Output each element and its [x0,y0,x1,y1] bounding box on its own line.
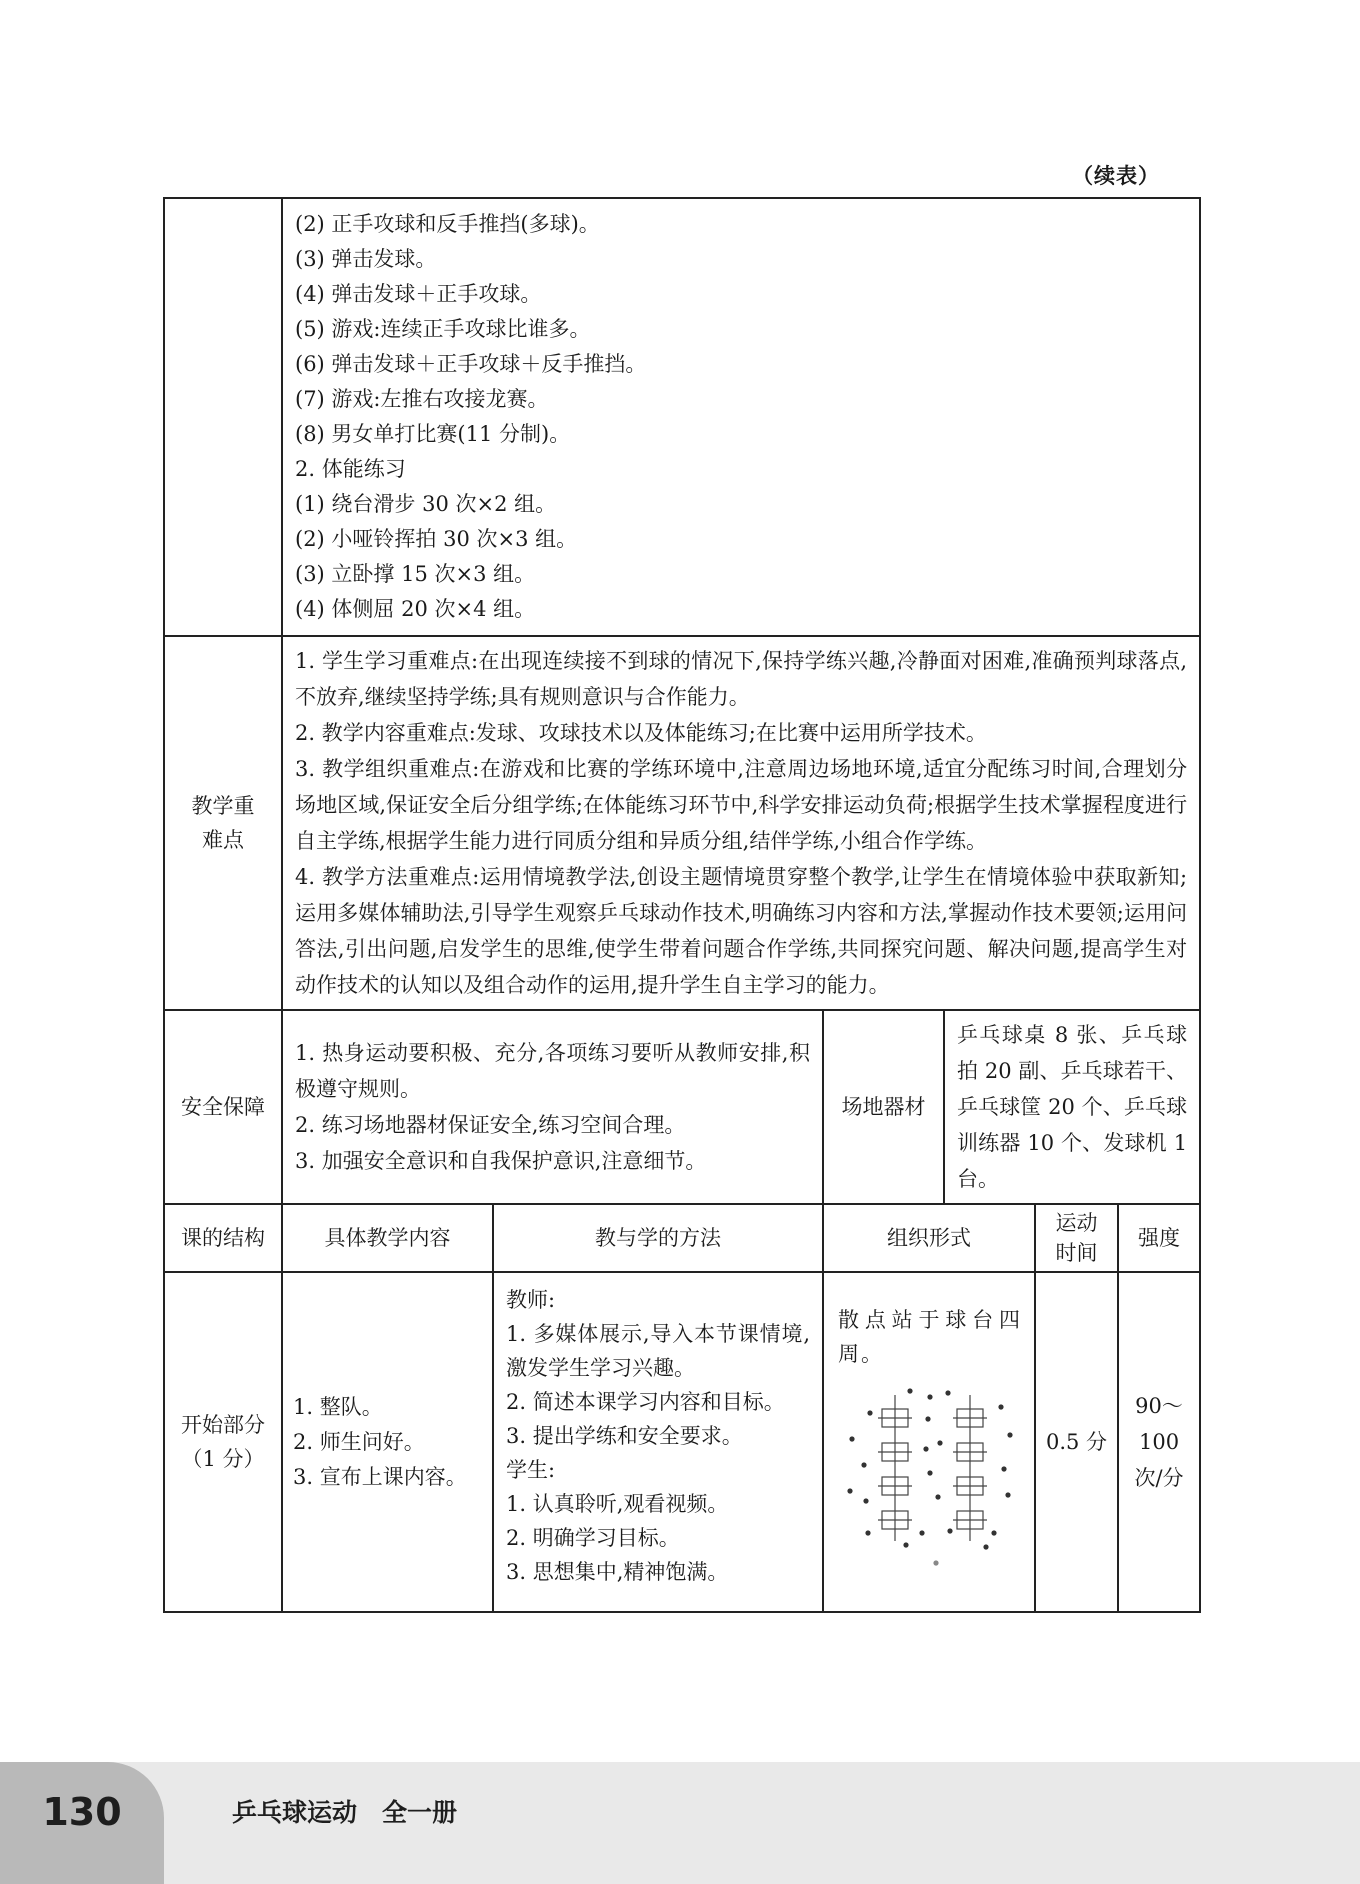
lesson-plan-table [163,197,1201,1613]
method-item: 3. 思想集中,精神饱满。 [506,1560,729,1584]
method-item: 2. 简述本课学习内容和目标。 [506,1390,785,1414]
practice-list [282,198,1200,636]
equipment-content: 乒乓球桌 8 张、乒乓球拍 20 副、乒乓球若干、乒乓球筐 20 个、乒乓球训练器 10 个、发球机 1 台。 [944,1010,1200,1204]
safety-item: 1. 热身运动要积极、充分,各项练习要听从教师安排,积极遵守规则。 [295,1041,810,1101]
safety-label: 安全保障 [164,1010,282,1204]
start-section-row [164,1272,1200,1612]
practice-item: 2. 体能练习 [295,457,406,481]
safety-row [164,1010,1200,1204]
practice-row [164,198,1200,636]
book-title: 乒乓球运动 全一册 [232,1798,458,1827]
practice-item: (1) 绕台滑步 30 次×2 组。 [295,492,557,516]
table-column-right [953,1395,987,1541]
page-number: 130 [42,1790,122,1834]
practice-item: (2) 小哑铃挥拍 30 次×3 组。 [295,527,578,551]
footer-band [0,1762,1360,1884]
start-section-method [493,1272,823,1612]
key-points-row [164,636,1200,1010]
practice-item: (6) 弹击发球＋正手攻球＋反手推挡。 [295,352,647,376]
safety-content [282,1010,823,1204]
header-structure: 课的结构 [164,1204,282,1272]
start-section-time: 0.5 分 [1035,1272,1118,1612]
column-header-row [164,1204,1200,1272]
method-item: 学生: [506,1458,556,1482]
table-column-left [878,1395,912,1541]
practice-item: (3) 立卧撑 15 次×3 组。 [295,562,536,586]
key-points-label: 教学重难点 [164,636,282,1010]
header-method: 教与学的方法 [493,1204,823,1272]
content-item: 1. 整队。 [293,1394,383,1419]
header-content: 具体教学内容 [282,1204,493,1272]
content-item: 2. 师生问好。 [293,1429,425,1454]
key-point-item: 4. 教学方法重难点:运用情境教学法,创设主题情境贯穿整个教学,让学生在情境体验中获取新知;运用多媒体辅助法,引导学生观察乒乓球动作技术,明确练习内容和方法,掌握动作技术要领;运用问答法,引出问题,启发学生的思维,使学生带着问题合作学练,共同探究问题、解决问题,提高学生对动作技术的认知以及组合动作的运用,提升学生自主学习的能力。 [295,865,1188,997]
continued-label: （续表） [1072,164,1160,188]
start-section-label: 开始部分（1 分） [164,1272,282,1612]
safety-item: 3. 加强安全意识和自我保护意识,注意细节。 [295,1149,707,1173]
method-item: 教师: [506,1288,556,1312]
start-section-intensity: 90～100 次/分 [1118,1272,1200,1612]
practice-item: (3) 弹击发球。 [295,247,437,271]
method-item: 2. 明确学习目标。 [506,1526,680,1550]
header-intensity: 强度 [1118,1204,1200,1272]
header-organization: 组织形式 [823,1204,1035,1272]
key-point-item: 1. 学生学习重难点:在出现连续接不到球的情况下,保持学练兴趣,冷静面对困难,准确预判球落点,不放弃,继续坚持学练;具有规则意识与合作能力。 [295,649,1188,709]
start-section-organization [823,1272,1035,1612]
teacher-marker [933,1560,938,1565]
content-item: 3. 宣布上课内容。 [293,1464,467,1489]
key-points-content [282,636,1200,1010]
practice-label-cell [164,198,282,636]
practice-item: (8) 男女单打比赛(11 分制)。 [295,422,571,446]
practice-item: (4) 体侧屈 20 次×4 组。 [295,597,536,621]
header-time: 运动时间 [1035,1204,1118,1272]
method-item: 3. 提出学练和安全要求。 [506,1424,743,1448]
key-point-item: 3. 教学组织重难点:在游戏和比赛的学练环境中,注意周边场地环境,适宜分配练习时间,合理划分场地区域,保证安全后分组学练;在体能练习环节中,科学安排运动负荷;根据学生技术掌握程度进行自主学练,根据学生能力进行同质分组和异质分组,结伴学练,小组合作学练。 [295,757,1188,853]
practice-item: (2) 正手攻球和反手推挡(多球)。 [295,212,600,236]
organization-text: 散点站于球台四周。 [838,1308,1022,1366]
student-markers [847,1388,1012,1549]
practice-item: (7) 游戏:左推右攻接龙赛。 [295,387,549,411]
safety-item: 2. 练习场地器材保证安全,练习空间合理。 [295,1113,686,1137]
key-point-item: 2. 教学内容重难点:发球、攻球技术以及体能练习;在比赛中运用所学技术。 [295,721,987,745]
formation-diagram [838,1373,1038,1573]
practice-item: (4) 弹击发球＋正手攻球。 [295,282,542,306]
start-section-content [282,1272,493,1612]
practice-item: (5) 游戏:连续正手攻球比谁多。 [295,317,591,341]
method-item: 1. 认真聆听,观看视频。 [506,1492,729,1516]
equipment-label: 场地器材 [823,1010,944,1204]
method-item: 1. 多媒体展示,导入本节课情境,激发学生学习兴趣。 [506,1322,810,1380]
